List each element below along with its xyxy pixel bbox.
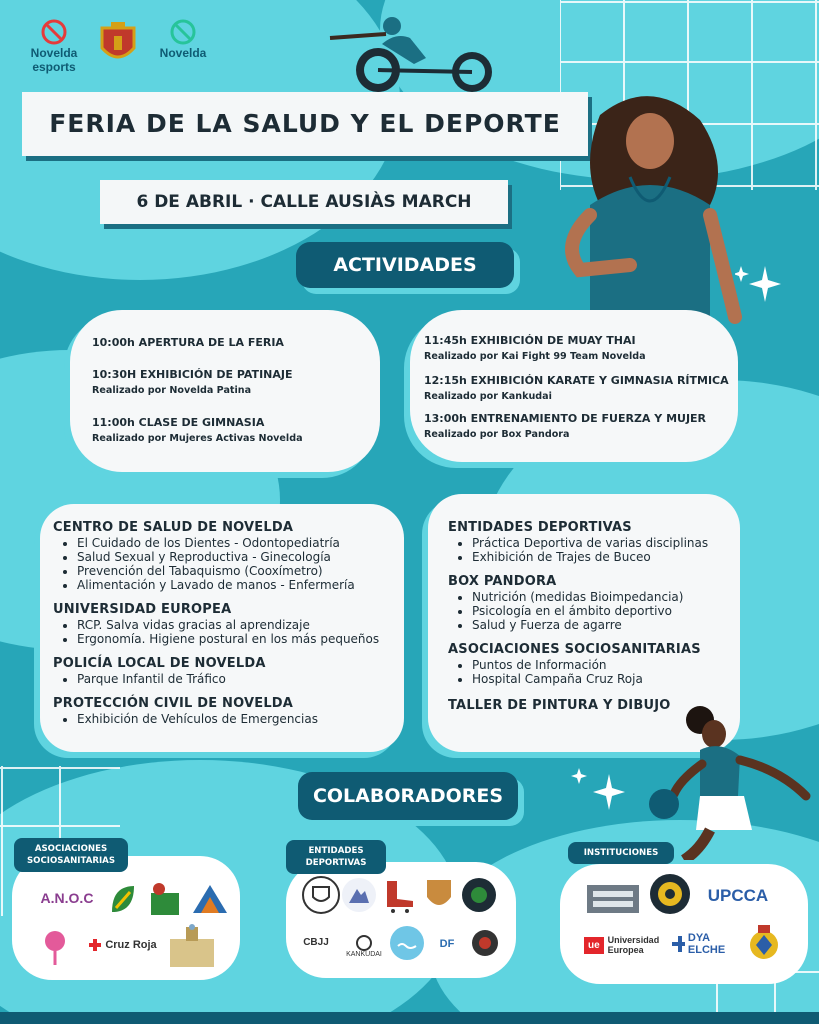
event-date-location: 6 DE ABRIL · CALLE AUSIÀS MARCH [136,192,472,212]
association-logo [30,924,80,968]
stand-list [53,536,355,592]
df-logo: DF [439,938,455,950]
club-logo [382,874,418,914]
dya-elche-logo [672,926,738,962]
anoc-logo-text: A.N.O.C [40,890,94,906]
stand-section [53,520,355,592]
novelda-esports-logo [24,18,84,74]
activity-organizer: Realizado por Mujeres Activas Novelda [92,433,303,444]
building-icon [585,879,641,915]
association-logo [146,880,184,918]
date-banner [100,180,508,224]
activity-organizer: Realizado por Kai Fight 99 Team Novelda [424,351,646,362]
stand-item: • Salud Sexual y Reproductiva - Ginecología [77,550,355,564]
activities-card-right [410,310,738,462]
cruz-roja-logo [88,934,158,956]
crest-icon [424,877,454,913]
universidad-europea-logo [584,930,668,960]
stands-card-left [40,504,404,752]
stand-item: • Alimentación y Lavado de manos - Enfermería [77,578,355,592]
dya-elche-text: DYA ELCHE [687,932,726,956]
upcca-logo: UPCCA [707,886,769,905]
stand-title: ASOCIACIONES SOCIOSANITARIAS [448,642,701,657]
novelda-text: Novelda [159,46,207,60]
police-badge-logo [650,874,690,914]
green-leaf-icon [108,882,138,916]
club-logo [342,878,376,912]
stand-item: • Nutrición (medidas Bioimpedancia) [472,590,683,604]
activity-title: 11:00h CLASE DE GIMNASIA [92,416,265,429]
fighter-icon [468,884,490,906]
ue-icon: ue [584,937,604,954]
association-logo [188,880,232,918]
club-logo [390,926,424,960]
activity-organizer: Realizado por Box Pandora [424,429,570,440]
stand-title: TALLER DE PINTURA Y DIBUJO [448,698,671,713]
proteccion-civil-logo [742,922,786,964]
novelda-logo [152,18,214,66]
stand-title: CENTRO DE SALUD DE NOVELDA [53,520,294,535]
association-logo [106,880,140,918]
asociaciones-tag: ASOCIACIONES SOCIOSANITARIAS [14,838,128,872]
association-logo [162,922,222,970]
anoc-logo [32,878,102,918]
church-icon [164,923,220,969]
institution-logo [584,878,642,916]
colaboradores-heading: COLABORADORES [298,772,518,820]
activity-item [424,412,706,440]
stand-section [53,656,266,686]
activity-organizer: Realizado por Kankudai [424,391,552,402]
stand-item: • Hospital Campaña Cruz Roja [472,672,701,686]
activity-item [424,374,729,402]
stand-item: • RCP. Salva vidas gracias al aprendizaje [77,618,379,632]
stand-section [53,696,318,726]
stand-item: • Exhibición de Vehículos de Emergencias [77,712,318,726]
activity-organizer: Realizado por Novelda Patina [92,385,252,396]
stand-item: • Ergonomía. Higiene postural en los más pequeños [77,632,379,646]
activity-title: 13:00h ENTRENAMIENTO DE FUERZA Y MUJER [424,412,707,425]
club-logo [462,878,496,912]
stand-list [53,712,318,726]
club-logo [422,876,456,914]
stand-list [448,658,701,686]
health-worker-illustration [560,95,750,330]
activity-title: 10:30H EXHIBICIÓN DE PATINAJE [92,368,293,381]
stand-list [448,536,708,564]
actividades-heading: ACTIVIDADES [296,242,514,288]
stand-item: • Parque Infantil de Tráfico [77,672,266,686]
activity-item [92,336,284,349]
universidad-europea-text: Universidad Europea [607,935,660,955]
asociaciones-logos-panel [12,856,240,980]
pink-flower-icon [32,925,78,967]
skates-icon [383,875,417,913]
wheelchair-athlete-illustration [326,8,498,98]
stand-item: • Salud y Fuerza de agarre [472,618,683,632]
stand-item: • Puntos de Información [472,658,701,672]
entidades-logos-panel [286,862,516,978]
instituciones-tag: INSTITUCIONES [568,842,674,864]
club-logo [302,876,340,914]
basketball-player-illustration [640,700,815,860]
stand-section [53,602,379,646]
entidades-tag: ENTIDADES DEPORTIVAS [286,840,386,874]
stand-title: POLICÍA LOCAL DE NOVELDA [53,656,266,671]
swim-icon [396,932,418,954]
badge-icon [655,879,685,909]
activity-item [424,334,646,362]
building-icon [147,881,183,917]
activity-title: 11:45h EXHIBICIÓN DE MUAY THAI [424,334,636,347]
stand-section [448,574,683,632]
page-title: FERIA DE LA SALUD Y EL DEPORTE [49,109,561,138]
activities-card-left [70,310,380,472]
stand-item: • El Cuidado de los Dientes - Odontopediatría [77,536,355,550]
kankudai-logo [338,926,390,966]
activity-title: 10:00h APERTURA DE LA FERIA [92,336,284,349]
stand-title: UNIVERSIDAD EUROPEA [53,602,232,617]
activity-item [92,368,292,396]
red-cross-icon [89,939,101,951]
stand-item: • Práctica Deportiva de varias disciplinas [472,536,708,550]
kankudai-text: KANKUDAI [346,950,382,958]
stand-list [53,672,266,686]
instituciones-logos-panel [560,864,808,984]
stand-item: • Exhibición de Trajes de Buceo [472,550,708,564]
activity-title: 12:15h EXHIBICIÓN KARATE Y GIMNASIA RÍTMICA [424,374,729,387]
stand-list [53,618,379,646]
stand-title: BOX PANDORA [448,574,557,589]
stand-list [448,590,683,632]
stand-section [448,520,708,564]
activity-item [92,416,303,444]
stand-title: PROTECCIÓN CIVIL DE NOVELDA [53,696,294,711]
town-crest-logo [94,20,142,66]
club-logo [468,924,502,962]
bottom-bar [0,1012,819,1024]
cbjj-logo: CBJJ [303,936,329,948]
title-banner [22,92,588,156]
novelda-esports-text: Novelda esports [30,46,78,74]
crest-icon [94,20,142,66]
stand-item: • Prevención del Tabaquismo (Cooxímetro) [77,564,355,578]
karate-icon [356,935,372,951]
fight-club-icon [469,925,501,961]
sparkle-icon [735,262,785,306]
stand-item: • Psicología en el ámbito deportivo [472,604,683,618]
cruz-roja-text: Cruz Roja [105,939,157,951]
shield-icon [311,885,331,905]
star-of-life-icon [672,936,685,952]
civil-protection-icon [744,923,784,963]
mountain-icon [347,883,371,907]
stand-title: ENTIDADES DEPORTIVAS [448,520,632,535]
triangle-icon [189,881,231,917]
stand-section [448,698,671,713]
sparkle-icon [565,764,635,818]
stand-section [448,642,701,686]
